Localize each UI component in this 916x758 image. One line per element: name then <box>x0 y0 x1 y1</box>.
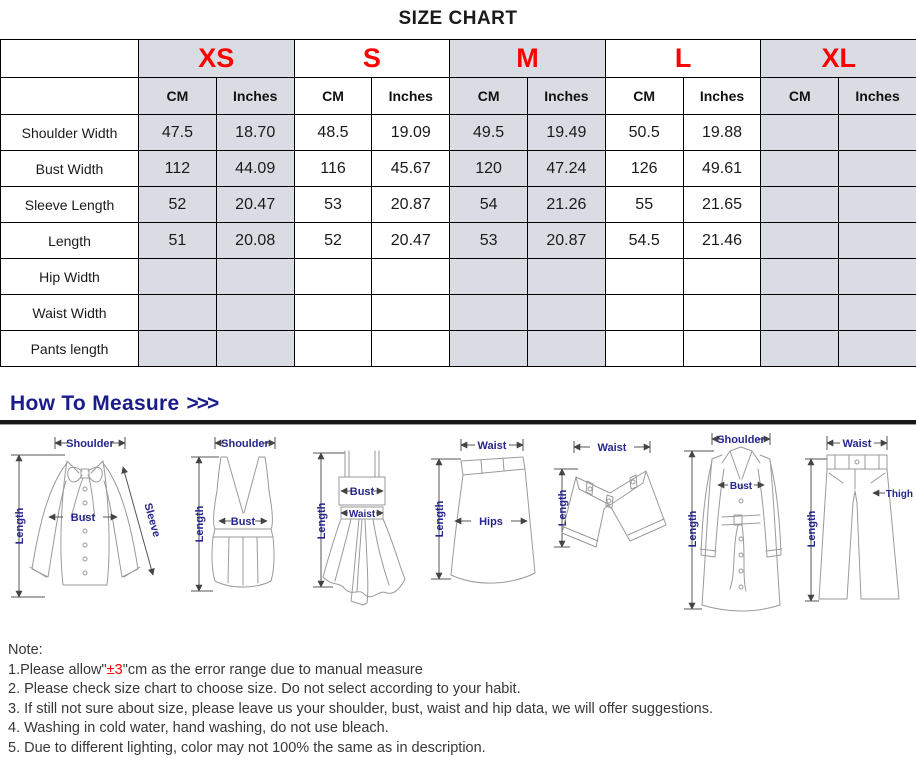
cell: 54 <box>450 187 528 223</box>
cell: 18.70 <box>216 115 294 151</box>
label-length: Length <box>194 505 206 542</box>
label-bust: Bust <box>231 516 256 528</box>
cell: 54.5 <box>605 223 683 259</box>
cell: 20.87 <box>528 223 606 259</box>
cell: 20.87 <box>372 187 450 223</box>
label-waist: Waist <box>598 442 627 454</box>
cell: 20.47 <box>372 223 450 259</box>
chevron-arrows-icon: >>> <box>187 392 218 415</box>
cell: 20.47 <box>216 187 294 223</box>
cell <box>605 331 683 367</box>
note-line: 4. Washing in cold water, hand washing, do not use bleach. <box>8 719 916 739</box>
cell <box>216 295 294 331</box>
note-1-prefix: 1.Please allow" <box>8 662 107 678</box>
note-line: 3. If still not sure about size, please leave us your shoulder, bust, waist and hip data, we will offer suggestions. <box>8 700 916 720</box>
corner-cell <box>1 40 139 78</box>
cell: 51 <box>139 223 217 259</box>
cell <box>139 259 217 295</box>
cell <box>683 259 761 295</box>
label-bust: Bust <box>71 512 96 524</box>
cami-dress-diagram <box>305 429 420 625</box>
table-row <box>1 223 916 259</box>
label-shoulder: Shoulder <box>221 438 269 450</box>
note-1-suffix: "cm as the error range due to manual measure <box>123 662 423 678</box>
note-line: 5. Due to different lighting, color may not 100% the same as in description. <box>8 739 916 758</box>
size-header-xl: XL <box>761 40 916 78</box>
label-length: Length <box>806 510 818 547</box>
unit-header: CM <box>605 78 683 115</box>
cell: 45.67 <box>372 151 450 187</box>
cell <box>294 259 372 295</box>
label-waist: Waist <box>478 440 507 452</box>
cell <box>294 295 372 331</box>
measurement-diagrams <box>0 429 916 631</box>
unit-header: Inches <box>216 78 294 115</box>
cell <box>839 295 916 331</box>
table-row <box>1 187 916 223</box>
size-header-row <box>1 40 916 78</box>
unit-header: CM <box>294 78 372 115</box>
row-label: Sleeve Length <box>1 187 139 223</box>
cell <box>839 115 916 151</box>
cell: 50.5 <box>605 115 683 151</box>
shorts-diagram <box>550 429 672 625</box>
unit-header: Inches <box>372 78 450 115</box>
unit-header: CM <box>761 78 839 115</box>
cell <box>839 223 916 259</box>
label-length: Length <box>316 502 328 539</box>
cell: 55 <box>605 187 683 223</box>
cell <box>216 331 294 367</box>
cell <box>139 331 217 367</box>
table-row <box>1 331 916 367</box>
cell: 21.26 <box>528 187 606 223</box>
cell: 19.49 <box>528 115 606 151</box>
cell <box>839 187 916 223</box>
note-line <box>8 661 916 681</box>
unit-header: CM <box>450 78 528 115</box>
row-label: Hip Width <box>1 259 139 295</box>
cell <box>761 331 839 367</box>
label-shoulder: Shoulder <box>717 434 765 446</box>
cell <box>839 259 916 295</box>
unit-header: CM <box>139 78 217 115</box>
notes-heading: Note: <box>8 641 916 661</box>
heading-text: How To Measure <box>10 392 180 415</box>
cell: 49.5 <box>450 115 528 151</box>
cell <box>761 187 839 223</box>
coat-diagram <box>678 429 800 625</box>
cell: 44.09 <box>216 151 294 187</box>
label-length: Length <box>557 489 569 526</box>
cell: 47.5 <box>139 115 217 151</box>
cell: 116 <box>294 151 372 187</box>
unit-header: Inches <box>839 78 916 115</box>
corner-cell <box>1 78 139 115</box>
unit-header-row <box>1 78 916 115</box>
cell: 53 <box>294 187 372 223</box>
cell: 126 <box>605 151 683 187</box>
cell: 49.61 <box>683 151 761 187</box>
cell <box>683 295 761 331</box>
cell <box>450 331 528 367</box>
cell <box>839 151 916 187</box>
cell <box>761 259 839 295</box>
cell <box>372 331 450 367</box>
cell <box>216 259 294 295</box>
cell <box>450 295 528 331</box>
row-label: Pants length <box>1 331 139 367</box>
size-header-l: L <box>605 40 761 78</box>
label-length: Length <box>687 510 699 547</box>
cell <box>683 331 761 367</box>
label-waist: Waist <box>843 438 872 450</box>
cell <box>450 259 528 295</box>
how-to-measure-heading <box>10 392 916 416</box>
table-row <box>1 151 916 187</box>
size-chart-table <box>0 39 916 367</box>
cell <box>528 259 606 295</box>
size-header-xs: XS <box>139 40 295 78</box>
label-length: Length <box>14 507 26 544</box>
pants-diagram <box>805 429 916 625</box>
cell <box>372 295 450 331</box>
cell: 20.08 <box>216 223 294 259</box>
unit-header: Inches <box>528 78 606 115</box>
label-waist: Waist <box>349 509 376 520</box>
cell: 52 <box>139 187 217 223</box>
cell <box>761 151 839 187</box>
size-header-m: M <box>450 40 606 78</box>
cell <box>605 259 683 295</box>
label-shoulder: Shoulder <box>66 438 114 450</box>
label-thigh: Thigh <box>886 489 913 500</box>
size-header-s: S <box>294 40 450 78</box>
table-row <box>1 259 916 295</box>
cell <box>139 295 217 331</box>
cell <box>605 295 683 331</box>
cell: 53 <box>450 223 528 259</box>
note-line: 2. Please check size chart to choose size. Do not select according to your habit. <box>8 680 916 700</box>
cell <box>761 295 839 331</box>
table-row <box>1 295 916 331</box>
cell <box>761 223 839 259</box>
cell <box>528 295 606 331</box>
row-label: Length <box>1 223 139 259</box>
notes-section <box>8 641 916 758</box>
label-bust: Bust <box>730 481 753 492</box>
cell: 120 <box>450 151 528 187</box>
skirt-diagram <box>425 429 545 625</box>
cell: 19.88 <box>683 115 761 151</box>
cell: 19.09 <box>372 115 450 151</box>
table-row <box>1 115 916 151</box>
label-bust: Bust <box>350 486 375 498</box>
row-label: Waist Width <box>1 295 139 331</box>
note-1-tolerance: ±3 <box>107 662 123 678</box>
cell: 21.46 <box>683 223 761 259</box>
cell <box>294 331 372 367</box>
cell: 112 <box>139 151 217 187</box>
cell <box>528 331 606 367</box>
row-label: Shoulder Width <box>1 115 139 151</box>
blouse-diagram <box>5 429 175 625</box>
row-label: Bust Width <box>1 151 139 187</box>
cell <box>372 259 450 295</box>
label-hips: Hips <box>479 516 503 528</box>
cell: 48.5 <box>294 115 372 151</box>
cell: 21.65 <box>683 187 761 223</box>
unit-header: Inches <box>683 78 761 115</box>
label-sleeve: Sleeve <box>141 502 162 539</box>
tank-top-diagram <box>185 429 300 625</box>
label-length: Length <box>434 500 446 537</box>
section-divider <box>0 420 916 425</box>
cell <box>761 115 839 151</box>
page-title: SIZE CHART <box>0 0 916 39</box>
cell: 52 <box>294 223 372 259</box>
cell <box>839 331 916 367</box>
cell: 47.24 <box>528 151 606 187</box>
